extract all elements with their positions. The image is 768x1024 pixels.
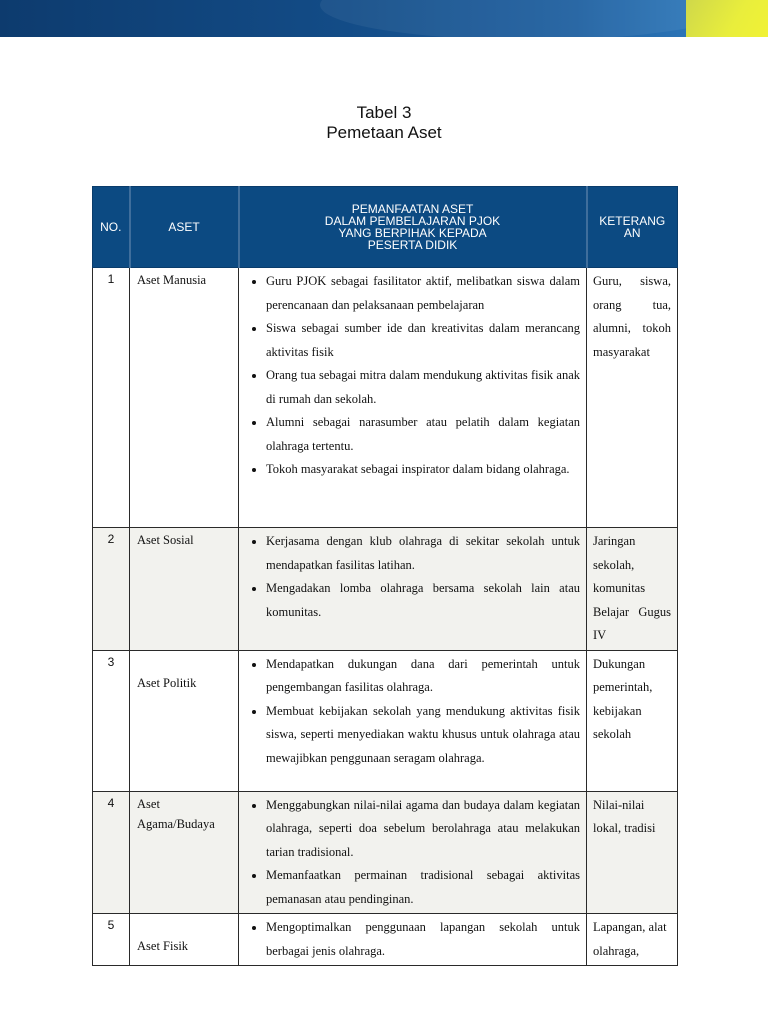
asset-uses-cell	[239, 528, 587, 651]
list-item: • Memanfaatkan permainan tradisional sebagai aktivitas pemanasan atau pendinginan.	[266, 864, 580, 911]
row-number: 4	[93, 791, 130, 914]
asset-note: Guru, siswa, orang tua, alumni, tokoh masyarakat	[587, 268, 678, 528]
top-banner	[0, 0, 768, 37]
asset-uses-cell	[239, 914, 587, 966]
table-caption	[0, 103, 768, 143]
list-item: • Tokoh masyarakat sebagai inspirator dalam bidang olahraga.	[266, 458, 580, 482]
header-no: NO.	[93, 187, 130, 268]
header-pemanfaatan: PEMANFAATAN ASET DALAM PEMBELAJARAN PJOK YANG BERPIHAK KEPADA PESERTA DIDIK	[239, 187, 587, 268]
asset-uses-list	[245, 794, 580, 912]
header-aset: ASET	[130, 187, 239, 268]
asset-name: Aset Politik	[130, 650, 239, 791]
asset-uses-cell	[239, 650, 587, 791]
list-item: • Kerjasama dengan klub olahraga di sekitar sekolah untuk mendapatkan fasilitas latihan.	[266, 530, 580, 577]
asset-uses-list	[245, 270, 580, 482]
table-row	[93, 791, 678, 914]
asset-uses-list	[245, 653, 580, 771]
asset-name: Aset Manusia	[130, 268, 239, 528]
banner-wave-decoration	[320, 0, 740, 37]
table-row	[93, 528, 678, 651]
table-row	[93, 650, 678, 791]
asset-uses-list	[245, 916, 580, 963]
banner-accent-stripe	[686, 0, 768, 37]
asset-note: Nilai-nilai lokal, tradisi	[587, 791, 678, 914]
table-title: Pemetaan Aset	[326, 123, 442, 142]
row-number: 1	[93, 268, 130, 528]
row-number: 3	[93, 650, 130, 791]
table-row	[93, 268, 678, 528]
asset-uses-cell	[239, 268, 587, 528]
row-number: 2	[93, 528, 130, 651]
list-item: • Siswa sebagai sumber ide dan kreativitas dalam merancang aktivitas fisik	[266, 317, 580, 364]
asset-uses-cell	[239, 791, 587, 914]
list-item: • Menggabungkan nilai-nilai agama dan budaya dalam kegiatan olahraga, seperti doa sebelum berolahraga atau melakukan tarian tradisional.	[266, 794, 580, 865]
list-item: • Mendapatkan dukungan dana dari pemerintah untuk pengembangan fasilitas olahraga.	[266, 653, 580, 700]
table-row	[93, 914, 678, 966]
list-item: • Mengoptimalkan penggunaan lapangan sekolah untuk berbagai jenis olahraga.	[266, 916, 580, 963]
list-item: • Orang tua sebagai mitra dalam mendukung aktivitas fisik anak di rumah dan sekolah.	[266, 364, 580, 411]
list-item: • Mengadakan lomba olahraga bersama sekolah lain atau komunitas.	[266, 577, 580, 624]
list-item: • Membuat kebijakan sekolah yang mendukung aktivitas fisik siswa, seperti menyediakan waktu khusus untuk olahraga atau mewajibkan penggunaan seragam olahraga.	[266, 700, 580, 771]
row-number: 5	[93, 914, 130, 966]
asset-note: Lapangan, alat olahraga,	[587, 914, 678, 966]
asset-uses-list	[245, 530, 580, 624]
table-number: Tabel 3	[356, 103, 412, 122]
asset-mapping-table	[92, 186, 678, 966]
asset-name: Aset Fisik	[130, 914, 239, 966]
list-item: • Guru PJOK sebagai fasilitator aktif, melibatkan siswa dalam perencanaan dan pelaksanaan pembelajaran	[266, 270, 580, 317]
asset-name: Aset Sosial	[130, 528, 239, 651]
header-keterangan: KETERANG AN	[587, 187, 678, 268]
list-item: • Alumni sebagai narasumber atau pelatih dalam kegiatan olahraga tertentu.	[266, 411, 580, 458]
asset-note: Jaringan sekolah, komunitas Belajar Gugus IV	[587, 528, 678, 651]
asset-name: Aset Agama/Budaya	[130, 791, 239, 914]
asset-note: Dukungan pemerintah, kebijakan sekolah	[587, 650, 678, 791]
table-header-row	[93, 187, 678, 268]
